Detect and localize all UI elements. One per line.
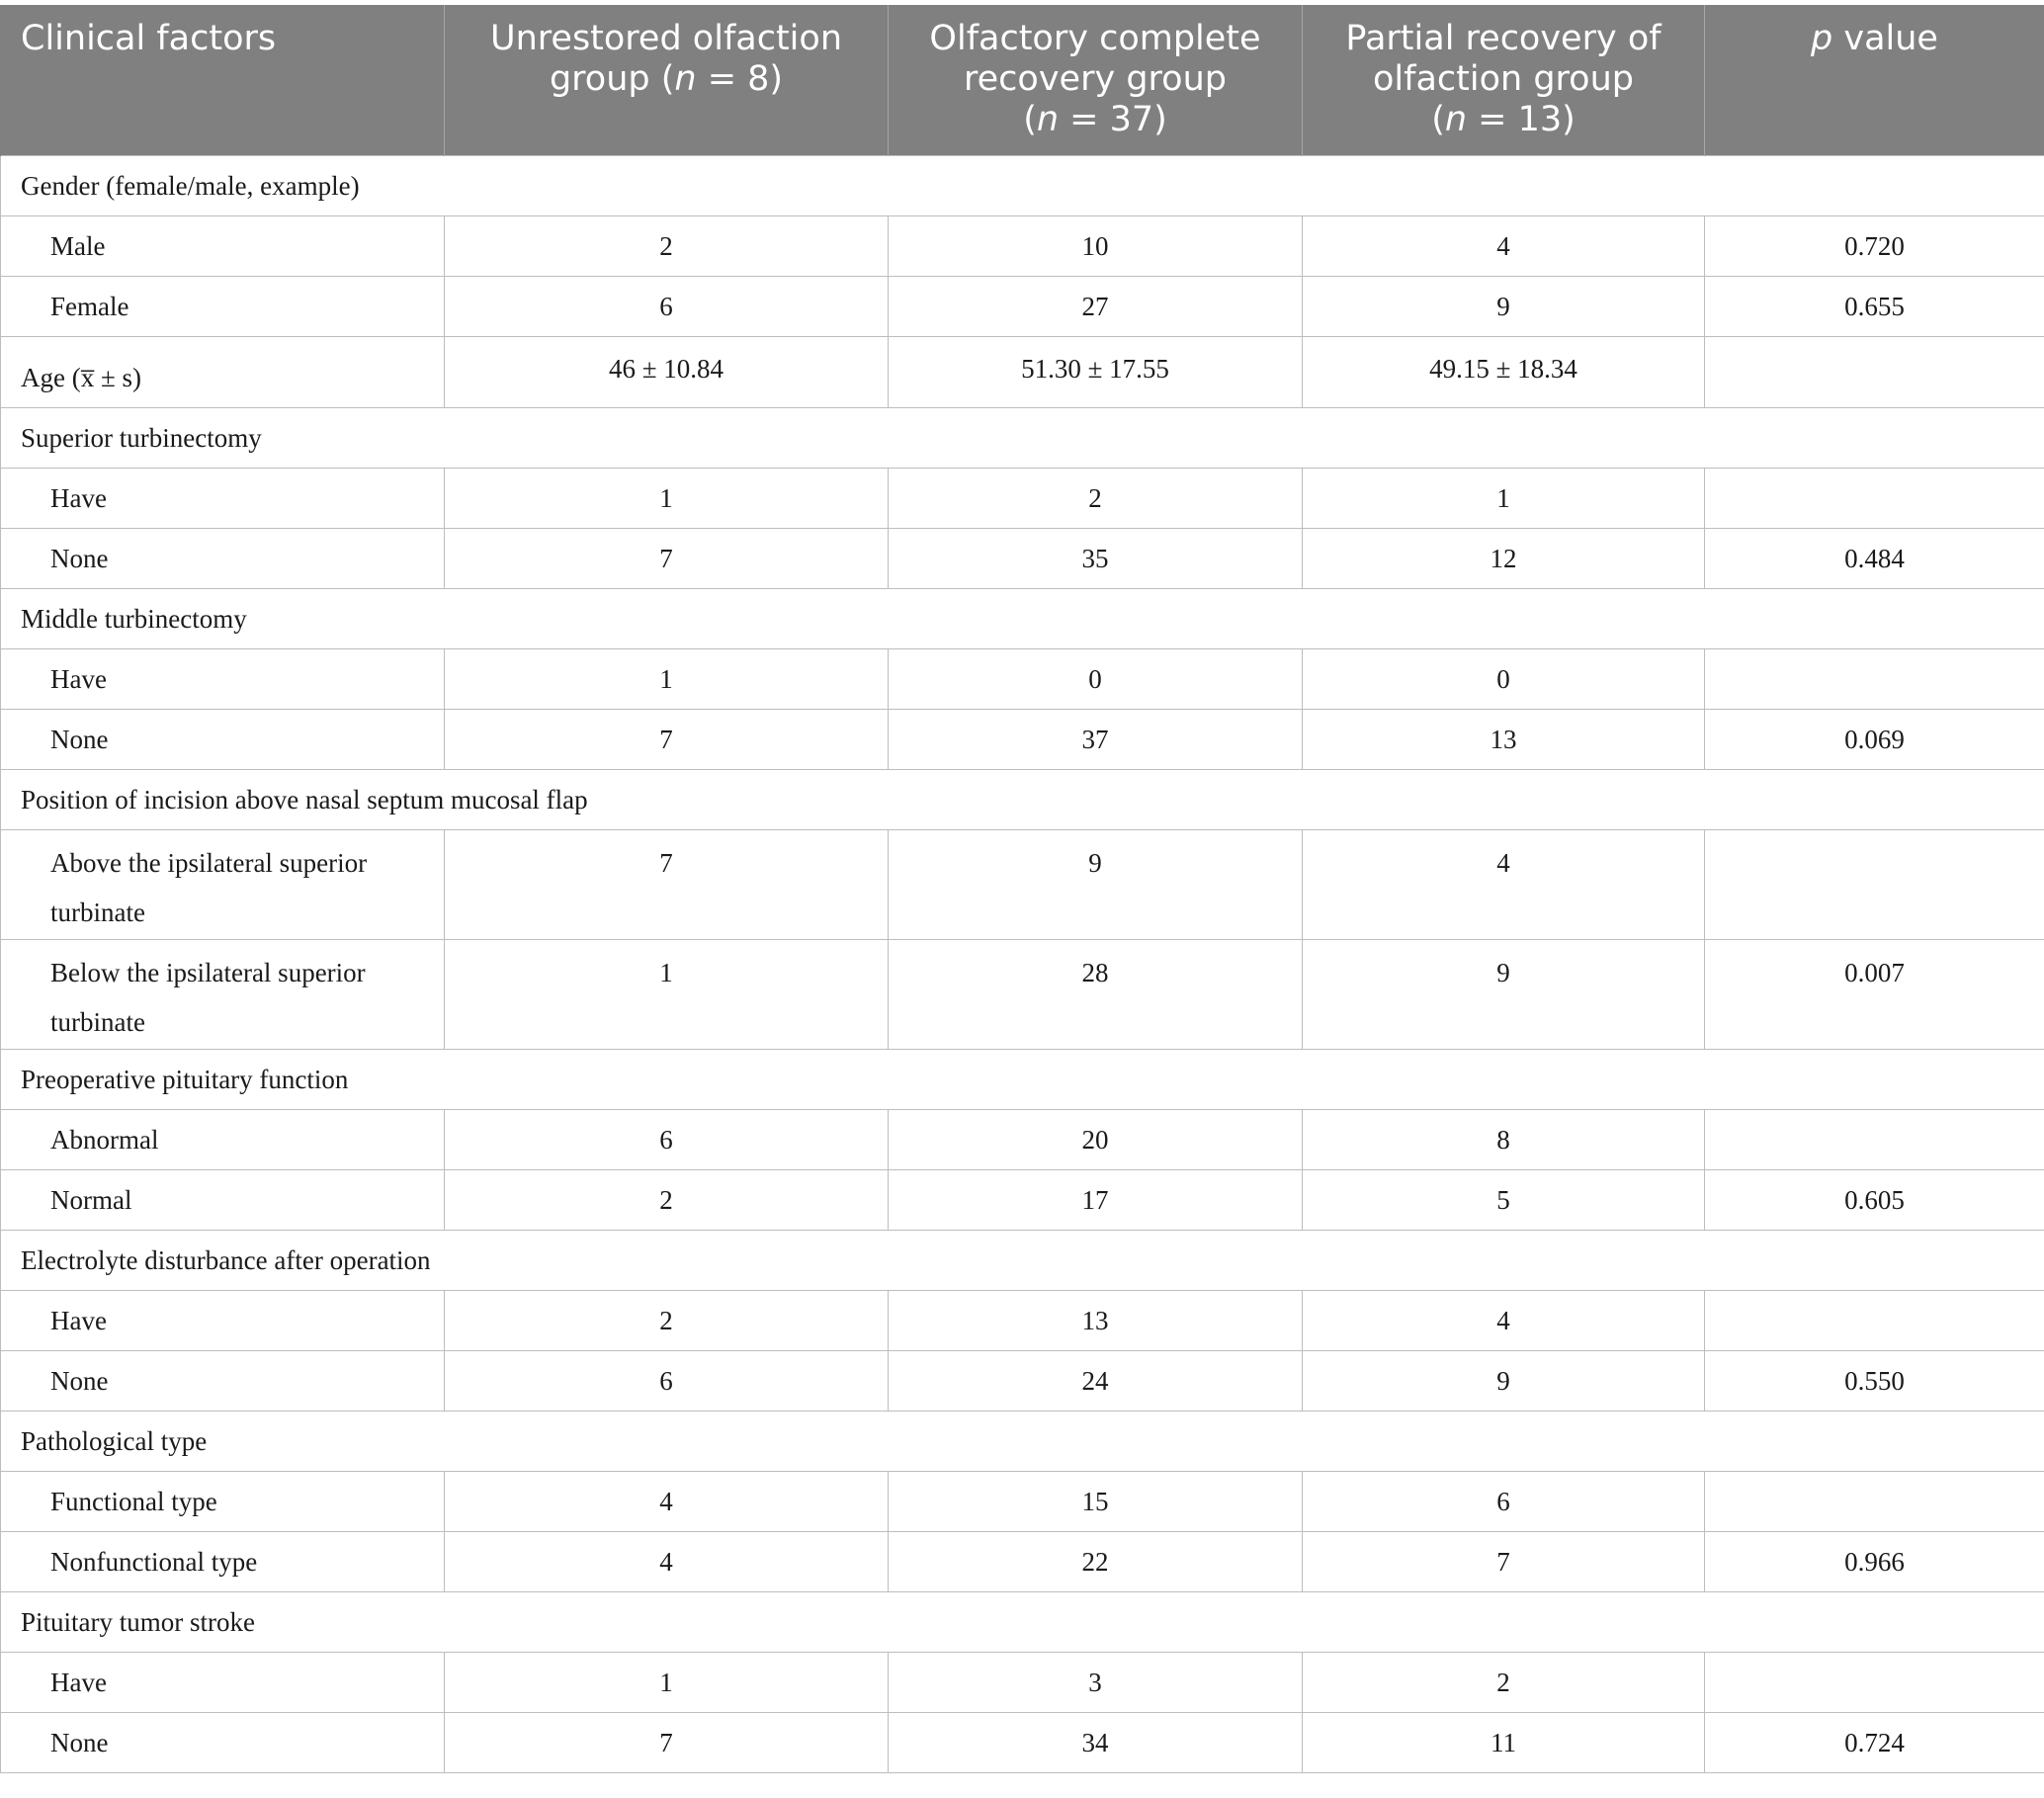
table-row-age — [1, 336, 2044, 407]
table-row — [1, 829, 2044, 939]
table-row — [1, 1712, 2044, 1772]
cell-p-value: 0.655 — [1705, 276, 2044, 336]
cell-p-value — [1705, 648, 2044, 709]
category-row-tumor-stroke — [1, 1591, 2044, 1652]
row-label: Above the ipsilateral superior turbinate — [1, 829, 445, 939]
table-row — [1, 1652, 2044, 1712]
cell-partial: 7 — [1303, 1531, 1705, 1591]
cell-complete: 10 — [889, 215, 1303, 276]
row-label: None — [1, 528, 445, 588]
category-row-electrolyte — [1, 1230, 2044, 1290]
cell-unrestored: 6 — [445, 276, 889, 336]
row-label: Normal — [1, 1169, 445, 1230]
category-row-gender — [1, 155, 2044, 215]
cell-partial: 8 — [1303, 1109, 1705, 1169]
row-label: Have — [1, 1290, 445, 1350]
table-row — [1, 1169, 2044, 1230]
cell-complete: 34 — [889, 1712, 1303, 1772]
category-label: Pituitary tumor stroke — [1, 1591, 2044, 1652]
row-label: Have — [1, 1652, 445, 1712]
cell-partial: 1 — [1303, 468, 1705, 528]
row-label: Have — [1, 468, 445, 528]
cell-partial: 0 — [1303, 648, 1705, 709]
cell-p-value: 0.966 — [1705, 1531, 2044, 1591]
category-row-middle-turbinectomy — [1, 588, 2044, 648]
category-label: Electrolyte disturbance after operation — [1, 1230, 2044, 1290]
header-partial-recovery-group: Partial recovery of olfaction group (n = 13) — [1303, 5, 1705, 155]
category-row-pathological-type — [1, 1411, 2044, 1471]
category-row-pituitary-function — [1, 1049, 2044, 1109]
cell-partial: 9 — [1303, 939, 1705, 1049]
cell-complete: 51.30 ± 17.55 — [889, 336, 1303, 407]
cell-unrestored: 6 — [445, 1350, 889, 1411]
header-clinical-factors: Clinical factors — [1, 5, 445, 155]
cell-p-value: 0.550 — [1705, 1350, 2044, 1411]
cell-partial: 6 — [1303, 1471, 1705, 1531]
category-row-incision-position — [1, 769, 2044, 829]
cell-p-value: 0.007 — [1705, 939, 2044, 1049]
cell-complete: 13 — [889, 1290, 1303, 1350]
cell-complete: 15 — [889, 1471, 1303, 1531]
cell-unrestored: 46 ± 10.84 — [445, 336, 889, 407]
cell-unrestored: 7 — [445, 709, 889, 769]
cell-p-value: 0.484 — [1705, 528, 2044, 588]
row-label: None — [1, 1350, 445, 1411]
category-label: Position of incision above nasal septum mucosal flap — [1, 769, 2044, 829]
cell-p-value: 0.605 — [1705, 1169, 2044, 1230]
table-row — [1, 709, 2044, 769]
row-label: None — [1, 1712, 445, 1772]
cell-unrestored: 7 — [445, 829, 889, 939]
cell-complete: 3 — [889, 1652, 1303, 1712]
cell-unrestored: 2 — [445, 215, 889, 276]
cell-partial: 49.15 ± 18.34 — [1303, 336, 1705, 407]
cell-p-value — [1705, 829, 2044, 939]
cell-partial: 12 — [1303, 528, 1705, 588]
cell-complete: 22 — [889, 1531, 1303, 1591]
category-row-superior-turbinectomy — [1, 407, 2044, 468]
cell-unrestored: 6 — [445, 1109, 889, 1169]
table-row — [1, 939, 2044, 1049]
cell-partial: 11 — [1303, 1712, 1705, 1772]
category-label: Gender (female/male, example) — [1, 155, 2044, 215]
cell-partial: 2 — [1303, 1652, 1705, 1712]
table-row — [1, 468, 2044, 528]
table-row — [1, 1471, 2044, 1531]
table-row — [1, 1350, 2044, 1411]
category-label: Pathological type — [1, 1411, 2044, 1471]
cell-partial: 4 — [1303, 1290, 1705, 1350]
table-row — [1, 528, 2044, 588]
cell-p-value — [1705, 468, 2044, 528]
cell-unrestored: 1 — [445, 468, 889, 528]
table-row — [1, 1290, 2044, 1350]
row-label: Functional type — [1, 1471, 445, 1531]
cell-partial: 13 — [1303, 709, 1705, 769]
cell-complete: 28 — [889, 939, 1303, 1049]
cell-partial: 4 — [1303, 829, 1705, 939]
row-label: None — [1, 709, 445, 769]
cell-complete: 37 — [889, 709, 1303, 769]
cell-p-value: 0.724 — [1705, 1712, 2044, 1772]
header-unrestored-group: Unrestored olfaction group (n = 8) — [445, 5, 889, 155]
cell-unrestored: 1 — [445, 1652, 889, 1712]
row-label: Male — [1, 215, 445, 276]
table-row — [1, 1109, 2044, 1169]
cell-unrestored: 7 — [445, 1712, 889, 1772]
cell-p-value — [1705, 336, 2044, 407]
table-row — [1, 1531, 2044, 1591]
cell-partial: 5 — [1303, 1169, 1705, 1230]
cell-p-value: 0.069 — [1705, 709, 2044, 769]
cell-unrestored: 2 — [445, 1290, 889, 1350]
cell-unrestored: 1 — [445, 648, 889, 709]
cell-complete: 0 — [889, 648, 1303, 709]
row-label: Have — [1, 648, 445, 709]
cell-unrestored: 7 — [445, 528, 889, 588]
category-label: Superior turbinectomy — [1, 407, 2044, 468]
table-row — [1, 276, 2044, 336]
cell-complete: 27 — [889, 276, 1303, 336]
row-label: Nonfunctional type — [1, 1531, 445, 1591]
category-label: Preoperative pituitary function — [1, 1049, 2044, 1109]
table-row — [1, 648, 2044, 709]
cell-p-value — [1705, 1652, 2044, 1712]
cell-complete: 20 — [889, 1109, 1303, 1169]
cell-partial: 9 — [1303, 1350, 1705, 1411]
cell-complete: 2 — [889, 468, 1303, 528]
row-label: Abnormal — [1, 1109, 445, 1169]
category-label: Middle turbinectomy — [1, 588, 2044, 648]
table-row — [1, 215, 2044, 276]
cell-p-value — [1705, 1471, 2044, 1531]
cell-complete: 17 — [889, 1169, 1303, 1230]
cell-unrestored: 4 — [445, 1471, 889, 1531]
cell-partial: 9 — [1303, 276, 1705, 336]
cell-complete: 9 — [889, 829, 1303, 939]
header-complete-recovery-group: Olfactory complete recovery group (n = 37) — [889, 5, 1303, 155]
row-label: Below the ipsilateral superior turbinate — [1, 939, 445, 1049]
cell-partial: 4 — [1303, 215, 1705, 276]
table-header-row — [1, 5, 2044, 155]
cell-p-value: 0.720 — [1705, 215, 2044, 276]
cell-unrestored: 1 — [445, 939, 889, 1049]
cell-complete: 24 — [889, 1350, 1303, 1411]
cell-unrestored: 2 — [445, 1169, 889, 1230]
row-label: Female — [1, 276, 445, 336]
cell-p-value — [1705, 1109, 2044, 1169]
cell-complete: 35 — [889, 528, 1303, 588]
cell-p-value — [1705, 1290, 2044, 1350]
cell-unrestored: 4 — [445, 1531, 889, 1591]
header-p-value: p value — [1705, 5, 2044, 155]
clinical-factors-table — [0, 5, 2044, 1773]
row-label: Age (x̅ ± s) — [1, 336, 445, 407]
